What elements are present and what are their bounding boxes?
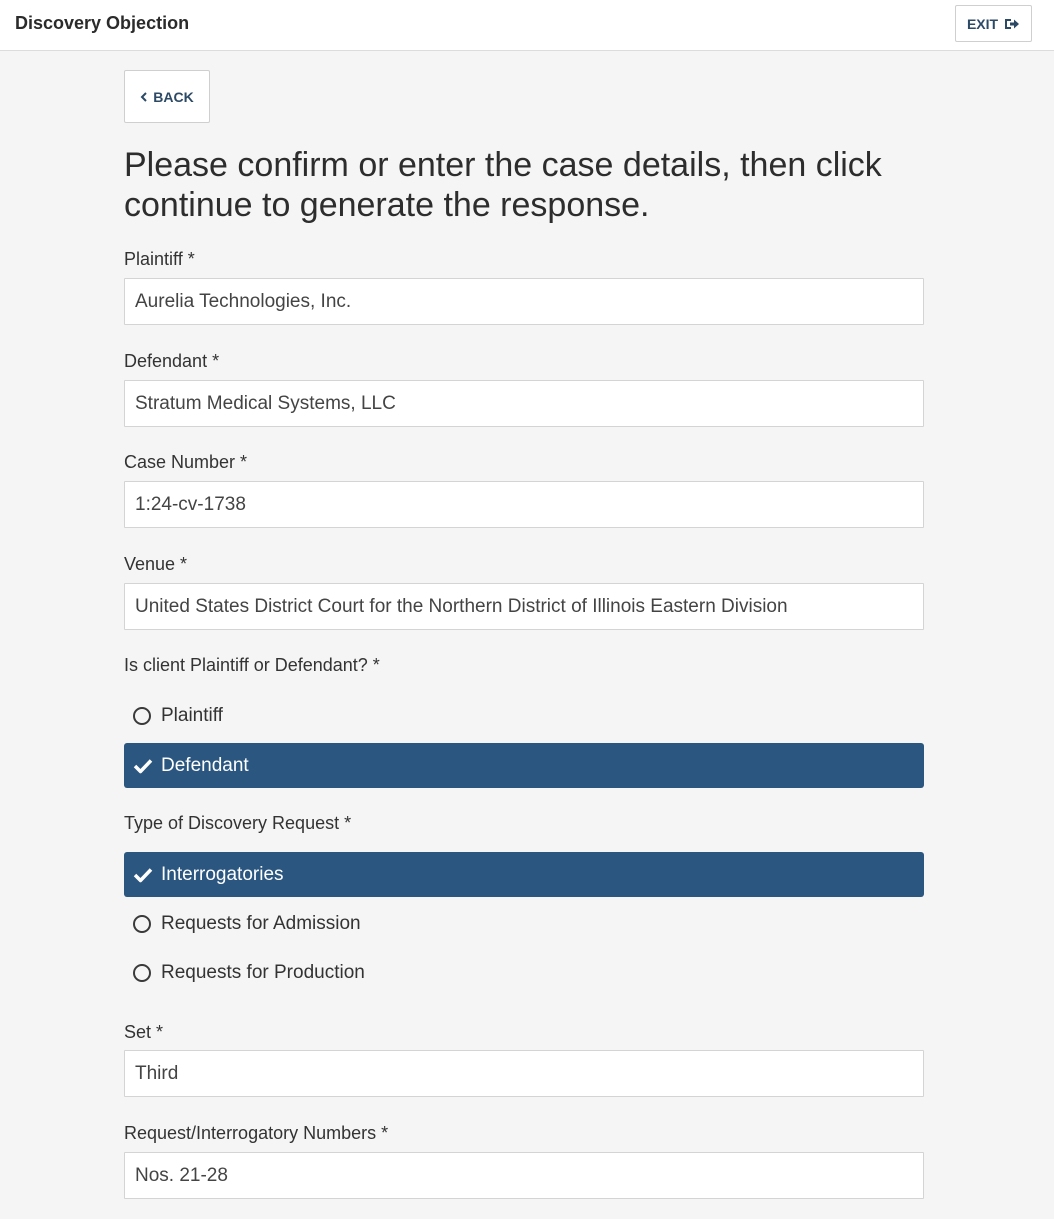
request-type-label: Type of Discovery Request * [124,813,352,833]
back-label: BACK [153,88,194,105]
sign-out-icon [1004,17,1020,31]
defendant-label: Defendant * [124,351,220,371]
radio-unchecked-icon [133,964,151,982]
client-role-option-plaintiff[interactable] [124,693,924,738]
option-label: Defendant [161,754,249,776]
radio-unchecked-icon [133,915,151,933]
request-type-option-production[interactable] [124,950,924,995]
exit-label: EXIT [966,15,999,32]
page-heading: Please confirm or enter the case details, then click continue to generate the response. [124,146,882,224]
plaintiff-input[interactable]: Aurelia Technologies, Inc. [124,278,924,325]
client-role-label: Is client Plaintiff or Defendant? * [124,655,380,675]
client-role-option-defendant[interactable] [124,743,924,788]
request-type-option-admission[interactable] [124,901,924,946]
checkmark-icon [133,867,153,883]
radio-unchecked-icon [133,707,151,725]
plaintiff-label: Plaintiff * [124,249,195,269]
set-input[interactable]: Third [124,1050,924,1097]
case-number-input[interactable]: 1:24-cv-1738 [124,481,924,528]
set-label: Set * [124,1022,164,1042]
case-number-label: Case Number * [124,452,248,472]
app-title: Discovery Objection [15,13,190,33]
top-bar [0,0,1054,51]
request-numbers-input[interactable]: Nos. 21-28 [124,1152,924,1199]
checkmark-icon [133,758,153,774]
defendant-input[interactable]: Stratum Medical Systems, LLC [124,380,924,427]
request-type-option-interrogatories[interactable] [124,852,924,897]
venue-input[interactable]: United States District Court for the Northern District of Illinois Eastern Division [124,583,924,630]
exit-button[interactable] [955,5,1032,42]
request-numbers-label: Request/Interrogatory Numbers * [124,1123,389,1143]
chevron-left-icon [140,92,148,102]
back-button[interactable] [124,70,210,123]
option-label: Interrogatories [161,863,284,885]
option-label: Plaintiff [161,704,223,726]
option-label: Requests for Admission [161,912,361,934]
venue-label: Venue * [124,554,188,574]
option-label: Requests for Production [161,961,365,983]
